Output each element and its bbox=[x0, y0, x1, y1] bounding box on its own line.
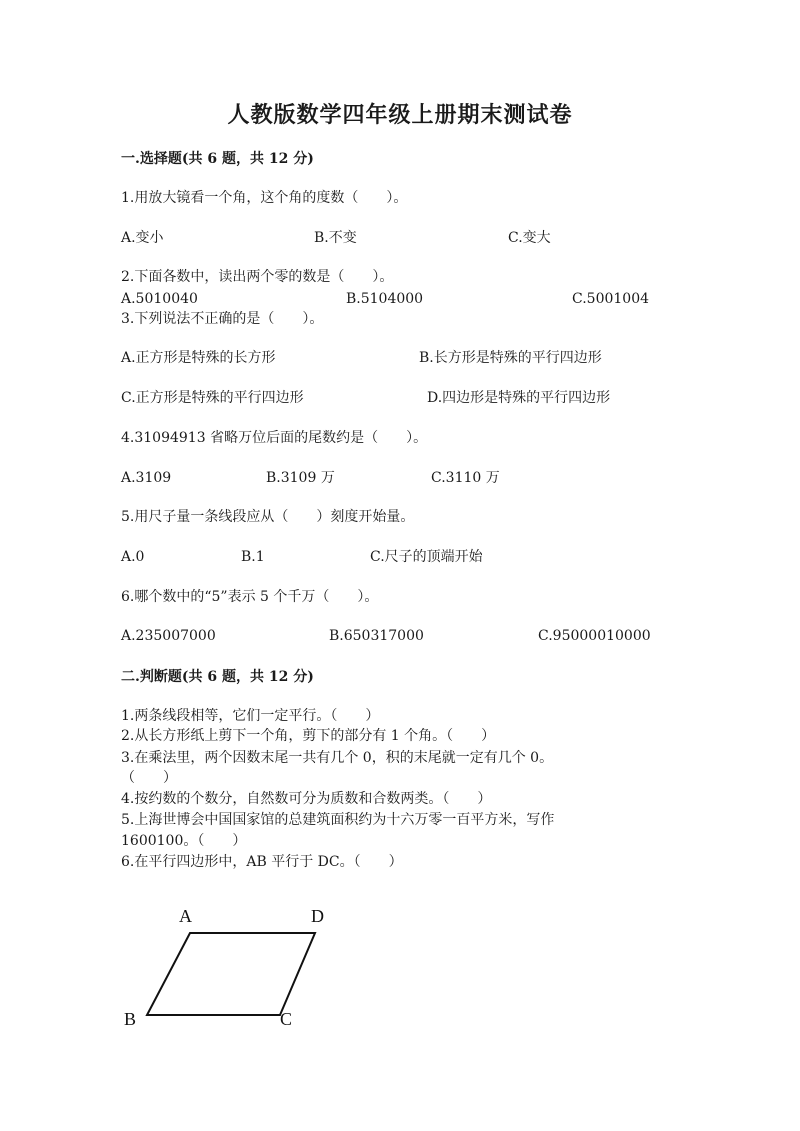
question-3-option-b: B.长方形是特殊的平行四边形 bbox=[419, 350, 602, 366]
question-5-option-a: A.0 bbox=[121, 549, 145, 565]
parallelogram-figure bbox=[115, 895, 345, 1035]
question-5-option-b: B.1 bbox=[241, 549, 265, 565]
vertex-label-a: A bbox=[179, 906, 192, 926]
judgement-line-5-cont: 1600100。（ ） bbox=[121, 833, 247, 849]
question-1-stem: 1.用放大镜看一个角，这个角的度数（ ）。 bbox=[121, 190, 408, 206]
section-heading-judgement: 二.判断题(共 6 题，共 12 分) bbox=[121, 669, 314, 685]
question-6-stem: 6.哪个数中的“5”表示 5 个千万（ ）。 bbox=[121, 589, 379, 605]
judgement-line-2: 2.从长方形纸上剪下一个角，剪下的部分有 1 个角。（ ） bbox=[121, 728, 496, 744]
judgement-line-3: 3.在乘法里，两个因数末尾一共有几个 0，积的末尾就一定有几个 0。 bbox=[121, 750, 554, 766]
question-4-option-a: A.3109 bbox=[121, 470, 172, 486]
judgement-line-3-blank: （ ） bbox=[121, 770, 177, 786]
question-3-stem: 3.下列说法不正确的是（ ）。 bbox=[121, 311, 324, 327]
question-2-option-b: B.5104000 bbox=[346, 291, 424, 307]
vertex-label-c: C bbox=[280, 1009, 293, 1029]
judgement-line-1: 1.两条线段相等，它们一定平行。（ ） bbox=[121, 708, 380, 724]
question-4-option-b: B.3109 万 bbox=[266, 470, 335, 486]
parallelogram-shape bbox=[147, 933, 315, 1015]
vertex-label-d: D bbox=[311, 906, 324, 926]
question-3-option-a: A.正方形是特殊的长方形 bbox=[121, 350, 276, 366]
question-4-option-c: C.3110 万 bbox=[431, 470, 500, 486]
question-6-option-a: A.235007000 bbox=[121, 628, 216, 644]
question-1-option-c: C.变大 bbox=[508, 230, 551, 246]
question-2-option-a: A.5010040 bbox=[121, 291, 198, 307]
question-5-option-c: C.尺子的顶端开始 bbox=[370, 549, 483, 565]
question-2-stem: 2.下面各数中，读出两个零的数是（ ）。 bbox=[121, 269, 394, 285]
question-1-option-b: B.不变 bbox=[314, 230, 357, 246]
section-heading-choice: 一.选择题(共 6 题，共 12 分) bbox=[121, 151, 314, 167]
question-6-option-b: B.650317000 bbox=[329, 628, 424, 644]
question-5-stem: 5.用尺子量一条线段应从（ ）刻度开始量。 bbox=[121, 509, 415, 525]
judgement-line-4: 4.按约数的个数分，自然数可分为质数和合数两类。（ ） bbox=[121, 791, 492, 807]
judgement-line-5: 5.上海世博会中国国家馆的总建筑面积约为十六万零一百平方米，写作 bbox=[121, 812, 555, 828]
question-4-stem: 4.31094913 省略万位后面的尾数约是（ ）。 bbox=[121, 430, 428, 446]
question-6-option-c: C.95000010000 bbox=[538, 628, 651, 644]
vertex-label-b: B bbox=[124, 1009, 137, 1029]
page-title: 人教版数学四年级上册期末测试卷 bbox=[227, 102, 573, 128]
judgement-line-6: 6.在平行四边形中，AB 平行于 DC。（ ） bbox=[121, 854, 403, 870]
question-1-option-a: A.变小 bbox=[121, 230, 164, 246]
question-3-option-d: D.四边形是特殊的平行四边形 bbox=[427, 390, 611, 406]
question-3-option-c: C.正方形是特殊的平行四边形 bbox=[121, 390, 304, 406]
question-2-option-c: C.5001004 bbox=[572, 291, 650, 307]
